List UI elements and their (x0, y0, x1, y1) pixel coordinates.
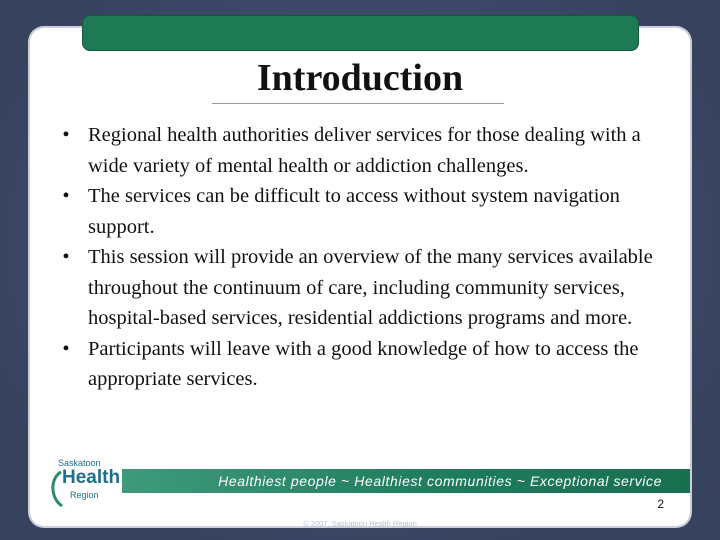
bullet-text: Regional health authorities deliver services for those dealing with a wide variety of mental health or addiction challenges. (88, 124, 641, 177)
page-number: 2 (657, 497, 664, 511)
bullet-dot-icon: • (62, 185, 70, 207)
copyright-text: © 2007, Saskatoon Health Region (303, 519, 417, 528)
bullet-text: The services can be difficult to access without system navigation support. (88, 185, 620, 238)
bullet-dot-icon: • (62, 246, 70, 268)
title-underline (212, 103, 504, 104)
bullet-text: Participants will leave with a good knowledge of how to access the appropriate services. (88, 337, 639, 390)
bullet-item (56, 181, 676, 242)
bullet-dot-icon: • (62, 124, 70, 146)
slide-title: Introduction (256, 57, 464, 99)
saskatoon-health-region-logo (48, 458, 121, 510)
tagline-band (122, 469, 690, 493)
logo-line3: Region (70, 490, 99, 500)
bullet-text: This session will provide an overview of the many services available throughout the continuum of care, including community services, hospital-based services, residential addictions programs and more. (88, 246, 653, 329)
logo-line2: Health (62, 467, 121, 488)
bullet-dot-icon: • (62, 337, 70, 360)
bullet-item (56, 334, 676, 395)
bullet-item (56, 242, 676, 334)
title-bar (82, 15, 639, 51)
bullet-list (56, 120, 676, 395)
tagline-text: Healthiest people ~ Healthiest communities ~ Exceptional service (218, 473, 662, 489)
logo-line1: Saskatoon (58, 458, 101, 468)
bullet-item (56, 120, 676, 181)
